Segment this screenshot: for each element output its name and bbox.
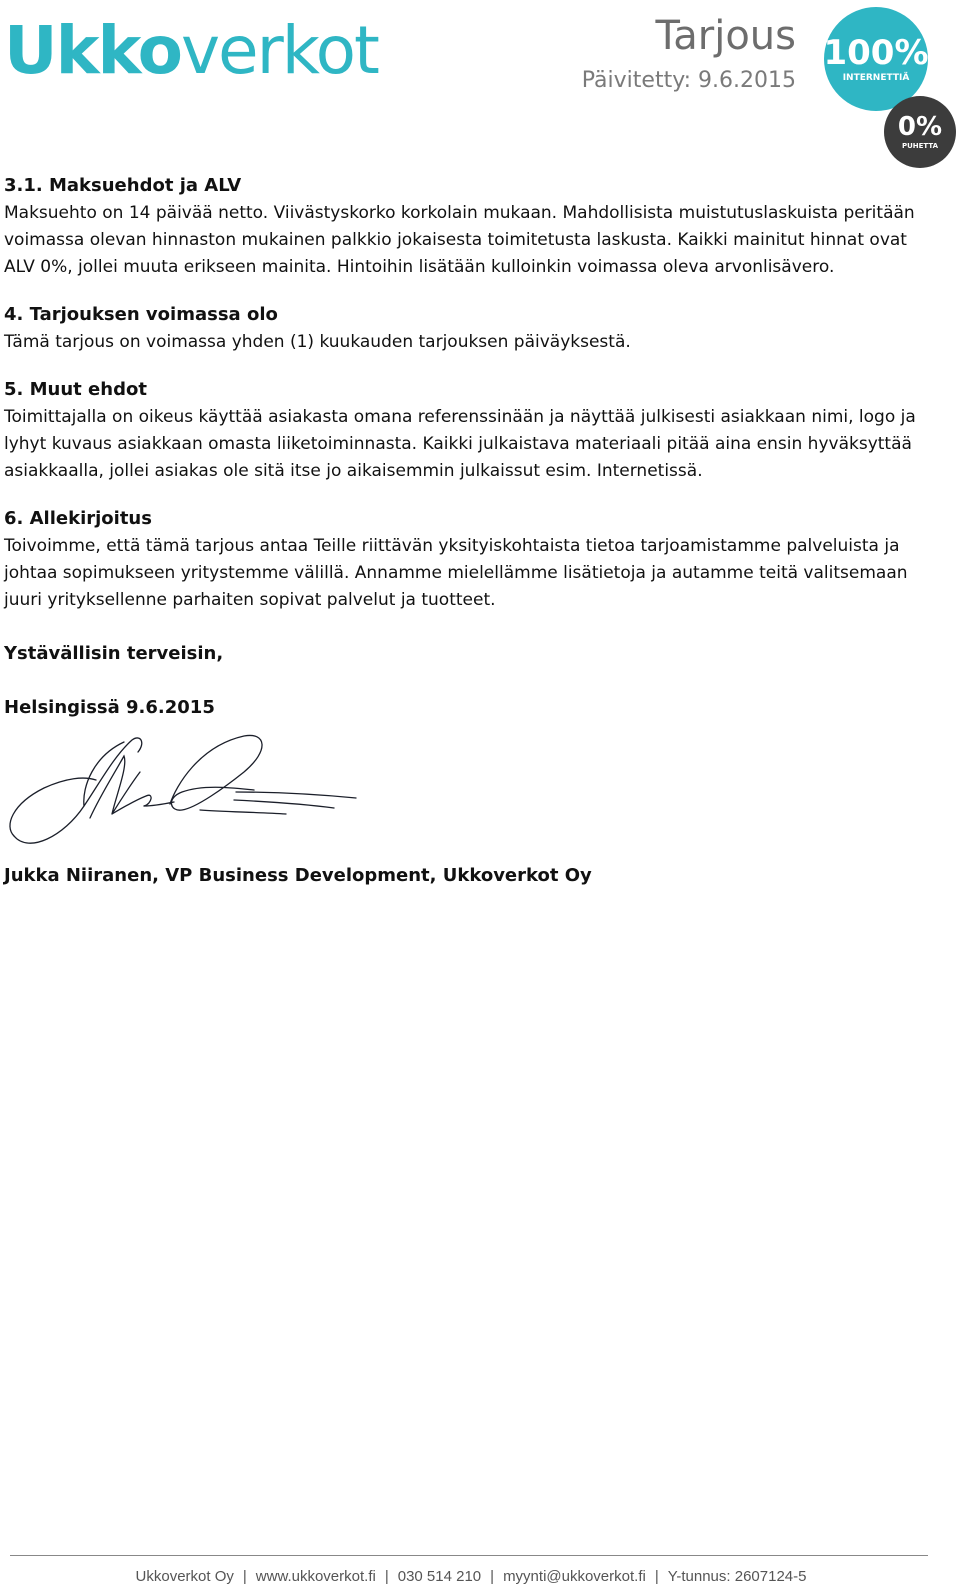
handwritten-signature: [4, 726, 374, 854]
phone-badge: [884, 96, 956, 168]
section-heading: 4. Tarjouksen voimassa olo: [4, 304, 278, 325]
section-heading: 5. Muut ehdot: [4, 379, 147, 400]
document-updated-date: Päivitetty: 9.6.2015: [581, 68, 796, 93]
section-heading: 3.1. Maksuehdot ja ALV: [4, 175, 242, 196]
section-other-terms: [4, 376, 939, 485]
section-text: Tämä tarjous on voimassa yhden (1) kuukauden tarjouksen päiväyksestä.: [4, 332, 631, 352]
internet-badge: [824, 7, 928, 111]
section-signature: [4, 505, 939, 614]
phone-badge-label: PUHETTA: [901, 142, 939, 150]
section-text: Toivoimme, että tämä tarjous antaa Teille riittävän yksityiskohtaista tietoa tarjoamistamme palveluista ja johtaa sopimukseen yritystemme välillä. Annamme mielellämme lisätietoja ja autamme teitä valitsemaan juuri yrityksellenne parhaiten sopivat palvelut ja tuotteet.: [4, 536, 908, 610]
section-payment-terms: [4, 172, 939, 281]
footer-divider: [10, 1555, 928, 1556]
internet-badge-label: INTERNETTIÄ: [842, 72, 910, 83]
document-title: Tarjous: [655, 13, 796, 59]
footer-business-id: Y-tunnus: 2607124-5: [667, 1568, 807, 1585]
place-and-date: Helsingissä 9.6.2015: [4, 697, 215, 718]
footer-separator: |: [654, 1568, 659, 1585]
company-logo: [4, 12, 378, 89]
internet-badge-value: 100%: [823, 32, 929, 73]
closing-greeting: Ystävällisin terveisin,: [4, 643, 224, 664]
section-heading: 6. Allekirjoitus: [4, 508, 152, 529]
footer-contact-info: [0, 1568, 942, 1585]
footer-email-link[interactable]: myynti@ukkoverkot.fi: [503, 1568, 646, 1585]
document-body: [4, 172, 939, 890]
phone-badge-value: 0%: [897, 112, 943, 142]
logo-bold-text: Ukko: [4, 12, 181, 89]
section-offer-validity: [4, 301, 939, 356]
footer-separator: |: [384, 1568, 389, 1585]
footer-separator: |: [242, 1568, 247, 1585]
section-text: Toimittajalla on oikeus käyttää asiakasta omana referenssinään ja näyttää julkisesti asiakkaan nimi, logo ja lyhyt kuvaus asiakkaan omasta liiketoiminnasta. Kaikki julkaistava materiaali pitää aina ensin hyväksyttää asiakkaalla, jollei asiakas ole sitä itse jo aikaisemmin julkaissut esim. Internetissä.: [4, 407, 916, 481]
signer-name: Jukka Niiranen, VP Business Development, Ukkoverkot Oy: [4, 865, 592, 886]
footer-company: Ukkoverkot Oy: [135, 1568, 234, 1585]
footer-separator: |: [490, 1568, 495, 1585]
footer-phone: 030 514 210: [397, 1568, 482, 1585]
logo-light-text: verkot: [180, 12, 378, 89]
section-text: Maksuehto on 14 päivää netto. Viivästyskorko korkolain mukaan. Mahdollisista muistutuslaskuista peritään voimassa olevan hinnaston mukainen palkkio jokaisesta toimitetusta laskusta. Kaikki mainitut hinnat ovat ALV 0%, jollei muuta erikseen mainita. Hintoihin lisätään kulloinkin voimassa oleva arvonlisävero.: [4, 203, 915, 277]
footer-website-link[interactable]: www.ukkoverkot.fi: [255, 1568, 376, 1585]
